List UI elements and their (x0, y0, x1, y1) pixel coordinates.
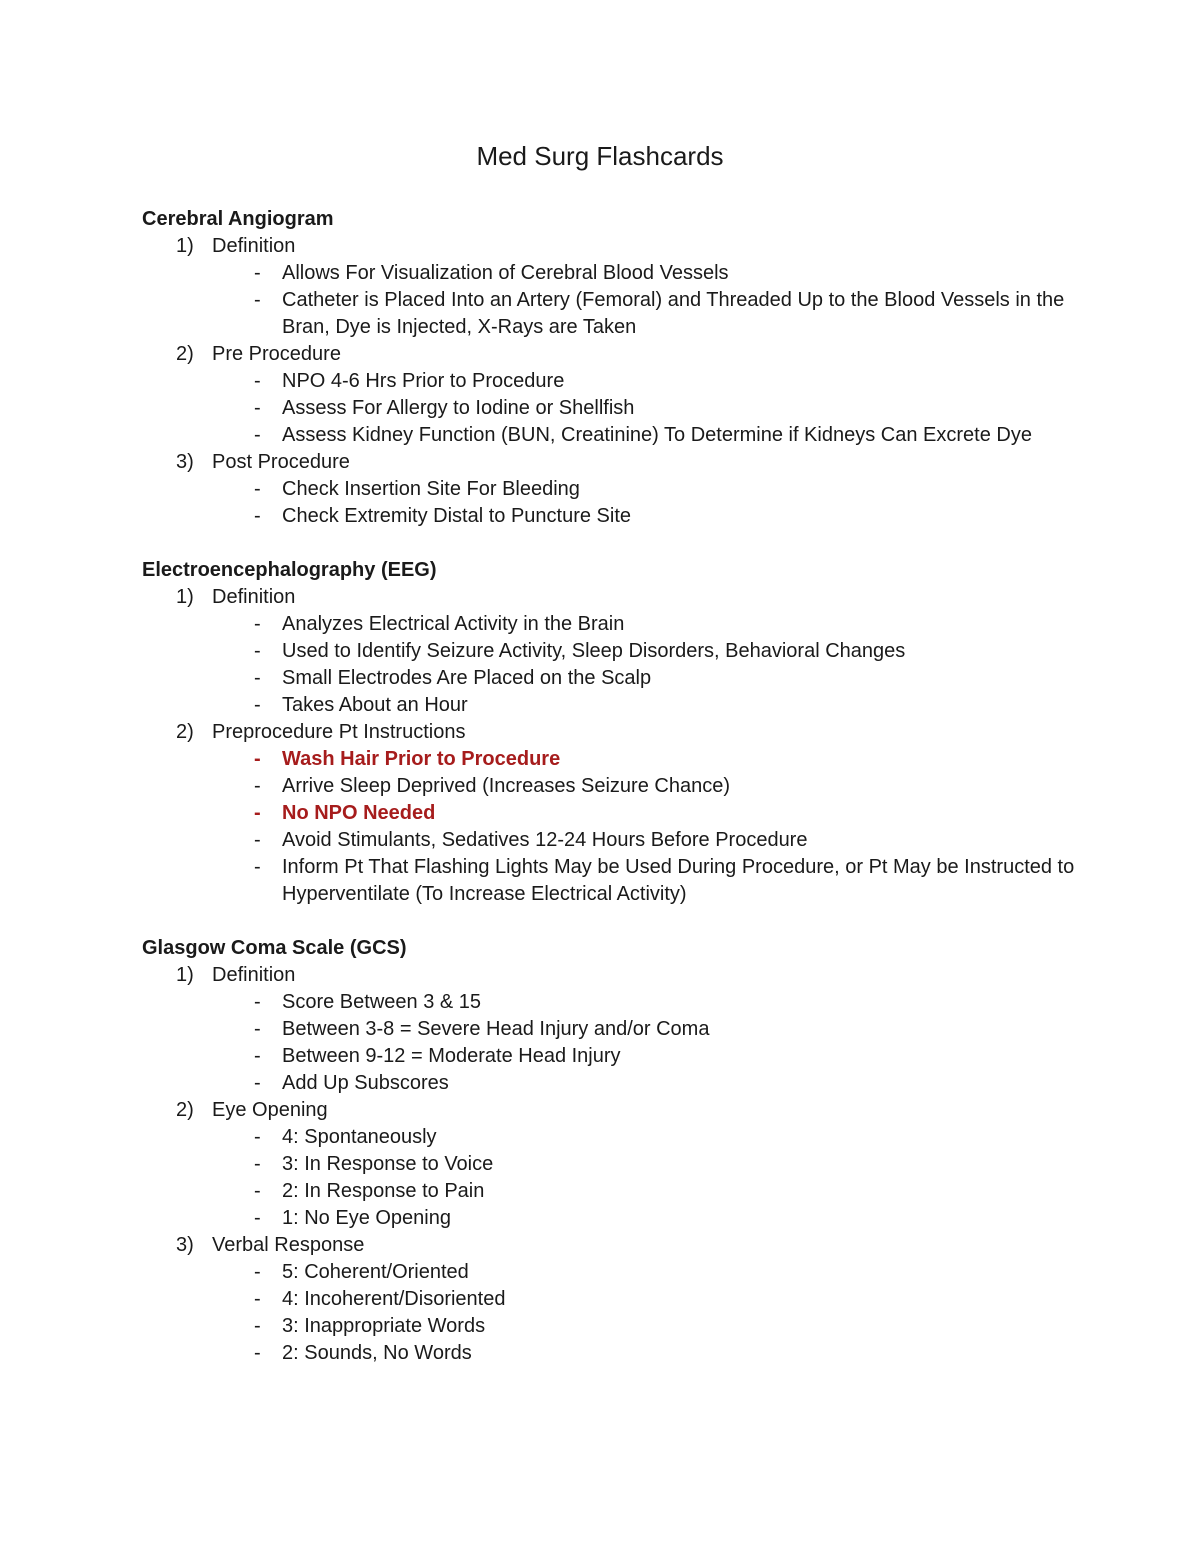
bullet-dash: - (254, 640, 261, 662)
bullet-text: Takes About an Hour (282, 694, 468, 716)
bullet-point (142, 1259, 1102, 1286)
bullet-dash: - (254, 1045, 261, 1067)
bullet-dash: - (254, 667, 261, 689)
bullet-text: Between 3-8 = Severe Head Injury and/or Coma (282, 1018, 710, 1040)
bullet-dash: - (254, 289, 261, 311)
section-heading: Glasgow Coma Scale (GCS) (142, 937, 407, 959)
bullet-text: 2: In Response to Pain (282, 1180, 485, 1202)
bullet-point (142, 773, 1102, 800)
bullet-dash: - (254, 829, 261, 851)
bullet-point (142, 989, 1102, 1016)
item-number: 3) (176, 451, 194, 473)
document-body (142, 206, 1102, 1394)
numbered-item (142, 584, 1102, 611)
item-number: 3) (176, 1234, 194, 1256)
bullet-dash: - (254, 694, 261, 716)
bullet-dash: - (254, 613, 261, 635)
bullet-point (142, 638, 1102, 665)
bullet-text: Wash Hair Prior to Procedure (282, 748, 561, 770)
section-heading: Cerebral Angiogram (142, 208, 334, 230)
section (142, 206, 1102, 530)
highlighted-bullet-point (142, 800, 1102, 827)
bullet-text: Analyzes Electrical Activity in the Brain (282, 613, 625, 635)
bullet-point (142, 1340, 1102, 1367)
bullet-point (142, 665, 1102, 692)
bullet-text: Used to Identify Seizure Activity, Sleep Disorders, Behavioral Changes (282, 640, 906, 662)
bullet-dash: - (254, 505, 261, 527)
bullet-text: No NPO Needed (282, 802, 436, 824)
bullet-point (142, 611, 1102, 638)
bullet-dash: - (254, 370, 261, 392)
bullet-point (142, 1124, 1102, 1151)
bullet-point (142, 476, 1102, 503)
item-label: Definition (212, 964, 296, 986)
bullet-point (142, 692, 1102, 719)
bullet-dash: - (254, 478, 261, 500)
bullet-text: 1: No Eye Opening (282, 1207, 451, 1229)
bullet-dash: - (254, 397, 261, 419)
bullet-dash: - (254, 748, 261, 770)
bullet-dash: - (254, 1207, 261, 1229)
item-label: Definition (212, 586, 296, 608)
bullet-text: 3: In Response to Voice (282, 1153, 494, 1175)
item-label: Post Procedure (212, 451, 350, 473)
item-label: Eye Opening (212, 1099, 328, 1121)
numbered-item (142, 1232, 1102, 1259)
bullet-text: 2: Sounds, No Words (282, 1342, 472, 1364)
bullet-dash: - (254, 1180, 261, 1202)
item-number: 2) (176, 343, 194, 365)
highlighted-bullet-point (142, 746, 1102, 773)
bullet-point (142, 1016, 1102, 1043)
bullet-dash: - (254, 424, 261, 446)
section-heading: Electroencephalography (EEG) (142, 559, 437, 581)
bullet-dash: - (254, 802, 261, 824)
section (142, 557, 1102, 908)
item-number: 1) (176, 586, 194, 608)
bullet-text: 3: Inappropriate Words (282, 1315, 486, 1337)
bullet-point (142, 1313, 1102, 1340)
bullet-text: Arrive Sleep Deprived (Increases Seizure Chance) (282, 775, 730, 797)
numbered-item (142, 962, 1102, 989)
bullet-dash: - (254, 1126, 261, 1148)
bullet-point (142, 1205, 1102, 1232)
bullet-text: Allows For Visualization of Cerebral Blood Vessels (282, 262, 729, 284)
bullet-point (142, 422, 1102, 449)
item-label: Definition (212, 235, 296, 257)
bullet-dash: - (254, 991, 261, 1013)
bullet-point (142, 1286, 1102, 1313)
bullet-dash: - (254, 775, 261, 797)
bullet-point (142, 854, 1102, 908)
item-label: Preprocedure Pt Instructions (212, 721, 466, 743)
bullet-dash: - (254, 1288, 261, 1310)
bullet-point (142, 1070, 1102, 1097)
item-label: Verbal Response (212, 1234, 365, 1256)
bullet-text: Between 9-12 = Moderate Head Injury (282, 1045, 621, 1067)
bullet-point (142, 1043, 1102, 1070)
bullet-text: Check Insertion Site For Bleeding (282, 478, 580, 500)
item-number: 2) (176, 721, 194, 743)
page-title: Med Surg Flashcards (476, 141, 724, 171)
bullet-point (142, 1151, 1102, 1178)
bullet-dash: - (254, 262, 261, 284)
bullet-text: 4: Incoherent/Disoriented (282, 1288, 506, 1310)
bullet-text: NPO 4-6 Hrs Prior to Procedure (282, 370, 565, 392)
bullet-dash: - (254, 856, 261, 878)
numbered-item (142, 233, 1102, 260)
bullet-dash: - (254, 1018, 261, 1040)
numbered-item (142, 719, 1102, 746)
bullet-text: Small Electrodes Are Placed on the Scalp (282, 667, 652, 689)
bullet-text: Assess Kidney Function (BUN, Creatinine) To Determine if Kidneys Can Excrete Dye (282, 424, 1032, 446)
bullet-text: Catheter is Placed Into an Artery (Femoral) and Threaded Up to the Blood Vessels in the Bran, Dye is Injected, X-Rays are Taken (282, 289, 1065, 338)
bullet-dash: - (254, 1072, 261, 1094)
bullet-text: Assess For Allergy to Iodine or Shellfish (282, 397, 635, 419)
bullet-point (142, 503, 1102, 530)
bullet-text: 4: Spontaneously (282, 1126, 437, 1148)
item-number: 2) (176, 1099, 194, 1121)
bullet-text: Inform Pt That Flashing Lights May be Used During Procedure, or Pt May be Instructed to Hyperventilate (To Increase Electrical Activity) (282, 856, 1075, 905)
bullet-point (142, 260, 1102, 287)
section (142, 935, 1102, 1367)
item-number: 1) (176, 964, 194, 986)
numbered-item (142, 449, 1102, 476)
bullet-point (142, 287, 1102, 341)
bullet-point (142, 827, 1102, 854)
bullet-text: Check Extremity Distal to Puncture Site (282, 505, 632, 527)
bullet-point (142, 395, 1102, 422)
bullet-dash: - (254, 1261, 261, 1283)
bullet-point (142, 368, 1102, 395)
bullet-dash: - (254, 1342, 261, 1364)
bullet-dash: - (254, 1153, 261, 1175)
bullet-dash: - (254, 1315, 261, 1337)
bullet-text: Avoid Stimulants, Sedatives 12-24 Hours Before Procedure (282, 829, 808, 851)
numbered-item (142, 341, 1102, 368)
numbered-item (142, 1097, 1102, 1124)
bullet-point (142, 1178, 1102, 1205)
item-number: 1) (176, 235, 194, 257)
bullet-text: Score Between 3 & 15 (282, 991, 482, 1013)
bullet-text: Add Up Subscores (282, 1072, 449, 1094)
bullet-text: 5: Coherent/Oriented (282, 1261, 469, 1283)
item-label: Pre Procedure (212, 343, 341, 365)
